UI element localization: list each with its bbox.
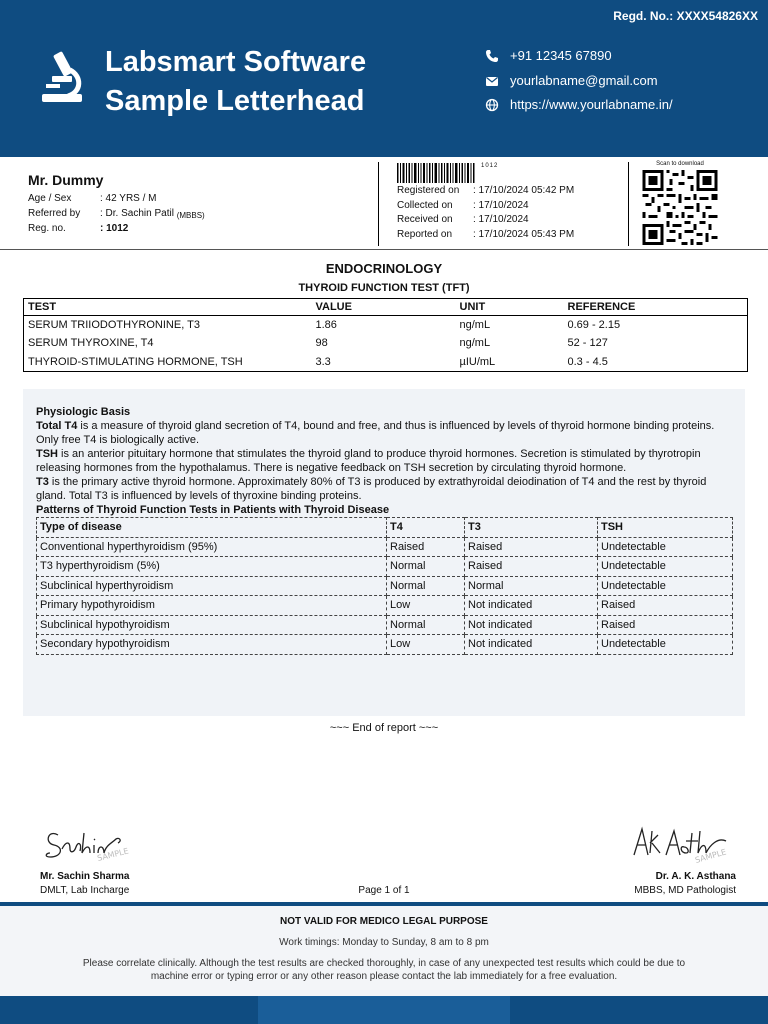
signature-right — [628, 823, 736, 865]
qr-code[interactable] — [641, 170, 719, 245]
referred-by-row: Referred by : Dr. Sachin Patil (MBBS) — [28, 208, 205, 220]
barcode: 1012 — [397, 163, 627, 185]
reg-no-row: Reg. no. : 1012 — [28, 223, 129, 234]
bottom-bar — [0, 996, 768, 1024]
table-row: SERUM TRIIODOTHYRONINE, T3 1.86 ng/mL 0.69 - 2.15 — [24, 316, 748, 335]
table-row: Subclinical hyperthyroidism Normal Normal Undetectable — [37, 576, 733, 596]
page-number: Page 1 of 1 — [358, 885, 410, 896]
lab-name: Labsmart Software Sample Letterhead — [105, 46, 367, 117]
reported-on-row: Reported on : 17/10/2024 05:43 PM — [397, 228, 575, 240]
footer: NOT VALID FOR MEDICO LEGAL PURPOSE Work timings: Monday to Sunday, 8 am to 8 pm Please correlate clinically. Although the test results are checked thoroughly, in case of any unexpected test results which could be due to machine error or typing error or any other reason please contact the lab immediately for a free evaluation. — [0, 906, 768, 996]
patterns-table — [36, 517, 733, 655]
table-row: Secondary hypothyroidism Low Not indicated Undetectable — [37, 635, 733, 655]
svg-text:SAMPLE: SAMPLE — [694, 847, 728, 865]
signer-right: Dr. A. K. Asthana MBBS, MD Pathologist — [634, 871, 736, 896]
table-row: Conventional hyperthyroidism (95%) Raised Raised Undetectable — [37, 537, 733, 557]
results-header-row: TEST VALUE UNIT REFERENCE — [24, 299, 748, 316]
table-row: SERUM THYROXINE, T4 98 ng/mL 52 - 127 — [24, 334, 748, 353]
table-row: Primary hypothyroidism Low Not indicated Raised — [37, 596, 733, 616]
table-row: T3 hyperthyroidism (5%) Normal Raised Undetectable — [37, 557, 733, 577]
microscope-icon — [40, 50, 86, 104]
test-title: THYROID FUNCTION TEST (TFT) — [298, 282, 470, 294]
signature-left — [40, 823, 160, 865]
report-dates — [397, 163, 627, 243]
table-row: Subclinical hypothyroidism Normal Not indicated Raised — [37, 615, 733, 635]
letterhead-header — [0, 0, 768, 157]
patient-details — [28, 172, 378, 238]
signer-left: Mr. Sachin Sharma DMLT, Lab Incharge — [40, 871, 130, 896]
globe-icon — [485, 98, 499, 112]
table-row: THYROID-STIMULATING HORMONE, TSH 3.3 µIU/mL 0.3 - 4.5 — [24, 353, 748, 372]
bottom-bar-accent — [258, 996, 510, 1024]
svg-text:SAMPLE: SAMPLE — [96, 846, 130, 863]
patterns-title: Patterns of Thyroid Function Tests in Patients with Thyroid Disease — [36, 504, 390, 516]
patient-name: Mr. Dummy — [28, 172, 104, 188]
divider — [378, 162, 379, 246]
results-table — [23, 298, 748, 372]
section-title: ENDOCRINOLOGY — [325, 261, 443, 276]
info-paragraph: TSH is an anterior pituitary hormone that stimulates the thyroid gland to produce thyroid hormones. Secretion is stimulated by thyrotropin releasing hormones from the hypothalamus. There is negative feedback on TSH secretion by circulating thyroid hormone. — [36, 448, 701, 474]
physiologic-basis-panel: Physiologic Basis Total T4 is a measure of thyroid gland secretion of T4, bound and free, and thus is influenced by levels of thyroid hormone binding proteins. Only free T4 is biologically active. TSH is an anterior pituitary hormone that stimulates the thyroid gland to produce thyroid hormones. Secretion is stimulated by thyrotropin releasing hormones from the hypothalamus. There is negative feedback on TSH secretion by circulating thyroid hormone. T3 is the primary active thyroid hormone. Approximately 80% of T3 is produced by extrathyroidal deiodination of T4 and the rest by thyroid gland. Total T3 is influenced by levels of thyroxine binding proteins. Patterns of Thyroid Function Tests in Patients with Thyroid Disease Type of disease T4 T3 TSH Conventional hyperthyroidism (95%) Raised Raised Undetectable T3 hyperthyroidism (5%) Normal Raised Undetectable Subclinical hyperthyroidism Normal Normal Undetectable Primary hypothyroidism Low Not indicated Raised Subclinical hypothyroidism Normal Not indicated Raised Secondary hypothyroidism Low Not indicated Undetectable — [23, 389, 745, 716]
registration-number: Regd. No.: XXXX54826XX — [613, 9, 758, 23]
info-paragraph: Total T4 is a measure of thyroid gland secretion of T4, bound and free, and thus is influenced by levels of thyroid hormone binding proteins. Only free T4 is biologically active. — [36, 420, 715, 446]
contact-website[interactable]: https://www.yourlabname.in/ — [485, 97, 673, 112]
envelope-icon — [485, 74, 499, 88]
contact-phone: +91 12345 67890 — [485, 48, 612, 63]
registered-on-row: Registered on : 17/10/2024 05:42 PM — [397, 185, 575, 196]
info-paragraph: T3 is the primary active thyroid hormone. Approximately 80% of T3 is produced by extrathyroidal deiodination of T4 and the rest by thyroid gland. Total T3 is influenced by levels of thyroxine binding proteins. — [36, 476, 707, 502]
header-separator — [0, 249, 768, 250]
qr-block: Scan to download — [640, 161, 720, 250]
contact-email: yourlabname@gmail.com — [485, 73, 658, 88]
patterns-header-row: Type of disease T4 T3 TSH — [37, 518, 733, 538]
collected-on-row: Collected on : 17/10/2024 — [397, 199, 529, 211]
received-on-row: Received on : 17/10/2024 — [397, 214, 529, 225]
end-of-report: ~~~ End of report ~~~ — [329, 722, 439, 734]
phone-icon — [485, 49, 499, 63]
age-sex-row: Age / Sex : 42 YRS / M — [28, 193, 157, 204]
divider — [628, 162, 629, 246]
barcode-icon — [397, 163, 477, 183]
